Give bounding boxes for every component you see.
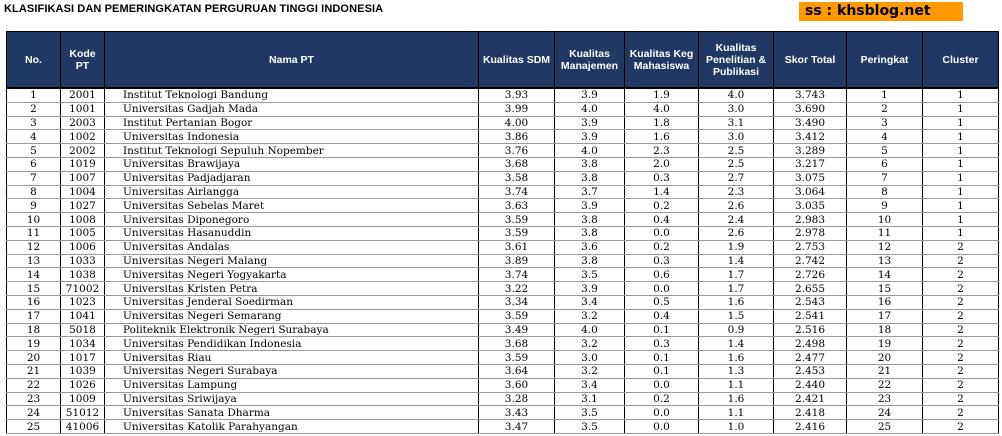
- cell-kualitas-sdm: 3.59: [479, 213, 555, 227]
- cell-kualitas-keg-mahasiswa: 0.2: [625, 199, 699, 213]
- cell-nama-pt: Institut Pertanian Bogor: [105, 116, 479, 130]
- cell-kualitas-sdm: 3.74: [479, 268, 555, 282]
- cell-kualitas-penelitian: 1.3: [699, 364, 774, 378]
- cell-kualitas-manajemen: 3.8: [555, 171, 625, 185]
- cell-kualitas-sdm: 3.59: [479, 309, 555, 323]
- cell-nama-pt: Universitas Katolik Parahyangan: [105, 420, 479, 434]
- cell-no: 9: [7, 199, 61, 213]
- column-header-skor-total: Skor Total: [774, 32, 847, 89]
- table-row: [7, 226, 999, 240]
- cell-cluster: 2: [923, 420, 999, 434]
- cell-kode-pt: 1017: [61, 351, 105, 365]
- cell-skor-total: 2.440: [774, 378, 847, 392]
- cell-kode-pt: 1006: [61, 240, 105, 254]
- cell-kode-pt: 2001: [61, 88, 105, 102]
- cell-kualitas-keg-mahasiswa: 0.3: [625, 254, 699, 268]
- cell-no: 3: [7, 116, 61, 130]
- cell-kualitas-keg-mahasiswa: 0.4: [625, 309, 699, 323]
- cell-cluster: 2: [923, 392, 999, 406]
- cell-skor-total: 2.416: [774, 420, 847, 434]
- cell-nama-pt: Politeknik Elektronik Negeri Surabaya: [105, 323, 479, 337]
- cell-skor-total: 3.217: [774, 157, 847, 171]
- cell-kualitas-keg-mahasiswa: 0.3: [625, 171, 699, 185]
- cell-kualitas-penelitian: 2.5: [699, 157, 774, 171]
- column-header-kualitas-manajemen: Kualitas Manajemen: [555, 32, 625, 89]
- table-row: [7, 268, 999, 282]
- cell-kualitas-sdm: 3.68: [479, 157, 555, 171]
- cell-kualitas-sdm: 3.28: [479, 392, 555, 406]
- cell-peringkat: 15: [847, 282, 923, 296]
- cell-kode-pt: 1039: [61, 364, 105, 378]
- cell-kualitas-penelitian: 2.5: [699, 144, 774, 158]
- cell-peringkat: 8: [847, 185, 923, 199]
- cell-kualitas-penelitian: 1.4: [699, 337, 774, 351]
- cell-nama-pt: Universitas Padjadjaran: [105, 171, 479, 185]
- table-row: [7, 116, 999, 130]
- column-header-nama-pt: Nama PT: [105, 32, 479, 89]
- cell-kualitas-manajemen: 3.4: [555, 295, 625, 309]
- cell-no: 4: [7, 130, 61, 144]
- table-row: [7, 392, 999, 406]
- cell-kualitas-penelitian: 1.7: [699, 268, 774, 282]
- cell-peringkat: 16: [847, 295, 923, 309]
- cell-kualitas-sdm: 3.74: [479, 185, 555, 199]
- source-watermark: ss : khsblog.net: [799, 2, 963, 21]
- column-header-kualitas-sdm: Kualitas SDM: [479, 32, 555, 89]
- cell-kualitas-manajemen: 3.9: [555, 116, 625, 130]
- cell-skor-total: 3.064: [774, 185, 847, 199]
- cell-kualitas-sdm: 3.89: [479, 254, 555, 268]
- cell-no: 25: [7, 420, 61, 434]
- cell-kode-pt: 51012: [61, 406, 105, 420]
- cell-no: 13: [7, 254, 61, 268]
- cell-cluster: 2: [923, 309, 999, 323]
- cell-no: 17: [7, 309, 61, 323]
- cell-kualitas-manajemen: 3.2: [555, 364, 625, 378]
- cell-kode-pt: 1041: [61, 309, 105, 323]
- cell-no: 5: [7, 144, 61, 158]
- cell-nama-pt: Institut Teknologi Bandung: [105, 88, 479, 102]
- cell-nama-pt: Universitas Negeri Semarang: [105, 309, 479, 323]
- cell-kualitas-manajemen: 3.2: [555, 337, 625, 351]
- cell-skor-total: 3.412: [774, 130, 847, 144]
- cell-peringkat: 5: [847, 144, 923, 158]
- cell-no: 20: [7, 351, 61, 365]
- cell-kode-pt: 1033: [61, 254, 105, 268]
- cell-kualitas-sdm: 3.93: [479, 88, 555, 102]
- ranking-table: [6, 31, 999, 434]
- cell-peringkat: 2: [847, 102, 923, 116]
- cell-nama-pt: Universitas Andalas: [105, 240, 479, 254]
- table-row: [7, 254, 999, 268]
- cell-kualitas-sdm: 3.59: [479, 351, 555, 365]
- cell-kualitas-sdm: 3.43: [479, 406, 555, 420]
- cell-kualitas-keg-mahasiswa: 2.3: [625, 144, 699, 158]
- cell-no: 22: [7, 378, 61, 392]
- cell-no: 1: [7, 88, 61, 102]
- cell-cluster: 1: [923, 116, 999, 130]
- cell-kualitas-penelitian: 4.0: [699, 88, 774, 102]
- cell-kualitas-manajemen: 3.9: [555, 282, 625, 296]
- cell-nama-pt: Universitas Brawijaya: [105, 157, 479, 171]
- cell-no: 2: [7, 102, 61, 116]
- cell-kualitas-penelitian: 1.1: [699, 406, 774, 420]
- cell-kualitas-sdm: 3.60: [479, 378, 555, 392]
- cell-cluster: 1: [923, 199, 999, 213]
- cell-kode-pt: 41006: [61, 420, 105, 434]
- cell-cluster: 2: [923, 337, 999, 351]
- cell-cluster: 1: [923, 157, 999, 171]
- cell-kualitas-keg-mahasiswa: 0.5: [625, 295, 699, 309]
- cell-kode-pt: 1023: [61, 295, 105, 309]
- cell-skor-total: 3.690: [774, 102, 847, 116]
- cell-kualitas-manajemen: 3.8: [555, 254, 625, 268]
- cell-kualitas-manajemen: 4.0: [555, 144, 625, 158]
- cell-kualitas-keg-mahasiswa: 1.8: [625, 116, 699, 130]
- cell-skor-total: 2.753: [774, 240, 847, 254]
- cell-kode-pt: 1027: [61, 199, 105, 213]
- cell-cluster: 2: [923, 323, 999, 337]
- cell-kualitas-keg-mahasiswa: 0.0: [625, 226, 699, 240]
- cell-no: 15: [7, 282, 61, 296]
- cell-kualitas-manajemen: 3.9: [555, 130, 625, 144]
- cell-skor-total: 2.477: [774, 351, 847, 365]
- table-body: [7, 88, 999, 433]
- cell-kualitas-sdm: 3.63: [479, 199, 555, 213]
- cell-nama-pt: Universitas Diponegoro: [105, 213, 479, 227]
- cell-cluster: 1: [923, 102, 999, 116]
- cell-kualitas-keg-mahasiswa: 0.0: [625, 282, 699, 296]
- table-row: [7, 171, 999, 185]
- cell-skor-total: 3.490: [774, 116, 847, 130]
- cell-no: 21: [7, 364, 61, 378]
- cell-peringkat: 19: [847, 337, 923, 351]
- cell-cluster: 1: [923, 185, 999, 199]
- cell-kualitas-penelitian: 2.7: [699, 171, 774, 185]
- cell-cluster: 1: [923, 88, 999, 102]
- cell-nama-pt: Universitas Sanata Dharma: [105, 406, 479, 420]
- cell-skor-total: 2.726: [774, 268, 847, 282]
- cell-skor-total: 3.075: [774, 171, 847, 185]
- cell-no: 12: [7, 240, 61, 254]
- cell-peringkat: 22: [847, 378, 923, 392]
- cell-peringkat: 20: [847, 351, 923, 365]
- cell-peringkat: 23: [847, 392, 923, 406]
- cell-skor-total: 2.983: [774, 213, 847, 227]
- column-header-kualitas-penelitian: Kualitas Penelitian & Publikasi: [699, 32, 774, 89]
- cell-peringkat: 18: [847, 323, 923, 337]
- cell-no: 6: [7, 157, 61, 171]
- column-header-kualitas-keg-mahasiswa: Kualitas Keg Mahasiswa: [625, 32, 699, 89]
- cell-skor-total: 2.541: [774, 309, 847, 323]
- cell-kualitas-keg-mahasiswa: 1.4: [625, 185, 699, 199]
- table-row: [7, 240, 999, 254]
- cell-kualitas-keg-mahasiswa: 4.0: [625, 102, 699, 116]
- cell-no: 19: [7, 337, 61, 351]
- cell-kualitas-manajemen: 3.9: [555, 88, 625, 102]
- cell-skor-total: 2.655: [774, 282, 847, 296]
- cell-kualitas-sdm: 3.99: [479, 102, 555, 116]
- cell-kualitas-penelitian: 2.6: [699, 199, 774, 213]
- cell-nama-pt: Universitas Sriwijaya: [105, 392, 479, 406]
- cell-skor-total: 2.543: [774, 295, 847, 309]
- cell-kualitas-penelitian: 1.1: [699, 378, 774, 392]
- cell-kualitas-keg-mahasiswa: 0.2: [625, 392, 699, 406]
- cell-kualitas-keg-mahasiswa: 0.0: [625, 420, 699, 434]
- cell-kualitas-penelitian: 1.0: [699, 420, 774, 434]
- cell-kode-pt: 1034: [61, 337, 105, 351]
- cell-kualitas-penelitian: 1.6: [699, 351, 774, 365]
- cell-kualitas-keg-mahasiswa: 0.1: [625, 323, 699, 337]
- cell-kualitas-manajemen: 3.8: [555, 226, 625, 240]
- cell-kualitas-sdm: 3.47: [479, 420, 555, 434]
- cell-kualitas-sdm: 4.00: [479, 116, 555, 130]
- cell-nama-pt: Universitas Negeri Yogyakarta: [105, 268, 479, 282]
- table-row: [7, 185, 999, 199]
- cell-kualitas-manajemen: 3.8: [555, 213, 625, 227]
- cell-kualitas-penelitian: 1.6: [699, 295, 774, 309]
- cell-peringkat: 4: [847, 130, 923, 144]
- table-row: [7, 282, 999, 296]
- cell-cluster: 1: [923, 213, 999, 227]
- cell-cluster: 1: [923, 226, 999, 240]
- cell-kode-pt: 1007: [61, 171, 105, 185]
- cell-kualitas-penelitian: 3.0: [699, 102, 774, 116]
- cell-kualitas-keg-mahasiswa: 0.1: [625, 364, 699, 378]
- table-row: [7, 309, 999, 323]
- cell-skor-total: 3.743: [774, 88, 847, 102]
- cell-kualitas-manajemen: 3.8: [555, 157, 625, 171]
- table-row: [7, 199, 999, 213]
- cell-kode-pt: 1004: [61, 185, 105, 199]
- cell-kode-pt: 2003: [61, 116, 105, 130]
- table-row: [7, 88, 999, 102]
- cell-skor-total: 2.418: [774, 406, 847, 420]
- cell-kualitas-sdm: 3.59: [479, 226, 555, 240]
- cell-peringkat: 1: [847, 88, 923, 102]
- cell-kualitas-sdm: 3.76: [479, 144, 555, 158]
- table-row: [7, 144, 999, 158]
- cell-kualitas-keg-mahasiswa: 0.0: [625, 406, 699, 420]
- cell-cluster: 2: [923, 378, 999, 392]
- cell-kualitas-penelitian: 1.5: [699, 309, 774, 323]
- cell-peringkat: 13: [847, 254, 923, 268]
- column-header-no: No.: [7, 32, 61, 89]
- cell-kualitas-penelitian: 2.3: [699, 185, 774, 199]
- cell-no: 24: [7, 406, 61, 420]
- cell-cluster: 2: [923, 351, 999, 365]
- cell-nama-pt: Universitas Sebelas Maret: [105, 199, 479, 213]
- cell-kualitas-penelitian: 3.1: [699, 116, 774, 130]
- table-header-row: [7, 32, 999, 89]
- cell-kualitas-sdm: 3.86: [479, 130, 555, 144]
- cell-peringkat: 12: [847, 240, 923, 254]
- cell-kode-pt: 1001: [61, 102, 105, 116]
- table-row: [7, 364, 999, 378]
- column-header-peringkat: Peringkat: [847, 32, 923, 89]
- cell-cluster: 2: [923, 295, 999, 309]
- cell-cluster: 2: [923, 240, 999, 254]
- cell-cluster: 2: [923, 254, 999, 268]
- cell-kualitas-keg-mahasiswa: 0.0: [625, 378, 699, 392]
- cell-skor-total: 2.453: [774, 364, 847, 378]
- cell-skor-total: 3.289: [774, 144, 847, 158]
- cell-peringkat: 25: [847, 420, 923, 434]
- cell-kualitas-sdm: 3.64: [479, 364, 555, 378]
- cell-kualitas-manajemen: 3.2: [555, 309, 625, 323]
- cell-kualitas-penelitian: 2.6: [699, 226, 774, 240]
- table-row: [7, 406, 999, 420]
- cell-kualitas-sdm: 3.61: [479, 240, 555, 254]
- cell-nama-pt: Universitas Indonesia: [105, 130, 479, 144]
- cell-kualitas-manajemen: 3.5: [555, 268, 625, 282]
- cell-kualitas-sdm: 3.58: [479, 171, 555, 185]
- cell-peringkat: 6: [847, 157, 923, 171]
- table-row: [7, 295, 999, 309]
- cell-kode-pt: 1008: [61, 213, 105, 227]
- cell-nama-pt: Universitas Hasanuddin: [105, 226, 479, 240]
- cell-kualitas-keg-mahasiswa: 1.9: [625, 88, 699, 102]
- cell-kualitas-keg-mahasiswa: 0.1: [625, 351, 699, 365]
- cell-nama-pt: Universitas Jenderal Soedirman: [105, 295, 479, 309]
- cell-kualitas-manajemen: 3.5: [555, 420, 625, 434]
- cell-skor-total: 3.035: [774, 199, 847, 213]
- cell-kualitas-penelitian: 1.9: [699, 240, 774, 254]
- cell-kode-pt: 1005: [61, 226, 105, 240]
- cell-peringkat: 17: [847, 309, 923, 323]
- cell-no: 18: [7, 323, 61, 337]
- table-row: [7, 378, 999, 392]
- column-header-cluster: Cluster: [923, 32, 999, 89]
- page-title: KLASIFIKASI DAN PEMERINGKATAN PERGURUAN TINGGI INDONESIA: [4, 3, 384, 15]
- cell-kualitas-sdm: 3.49: [479, 323, 555, 337]
- cell-kode-pt: 1002: [61, 130, 105, 144]
- cell-peringkat: 14: [847, 268, 923, 282]
- cell-nama-pt: Institut Teknologi Sepuluh Nopember: [105, 144, 479, 158]
- cell-cluster: 1: [923, 144, 999, 158]
- cell-nama-pt: Universitas Lampung: [105, 378, 479, 392]
- cell-peringkat: 7: [847, 171, 923, 185]
- cell-peringkat: 3: [847, 116, 923, 130]
- table-row: [7, 102, 999, 116]
- cell-kode-pt: 1038: [61, 268, 105, 282]
- cell-kualitas-penelitian: 1.4: [699, 254, 774, 268]
- cell-no: 11: [7, 226, 61, 240]
- cell-kualitas-penelitian: 2.4: [699, 213, 774, 227]
- cell-peringkat: 11: [847, 226, 923, 240]
- cell-kualitas-keg-mahasiswa: 0.4: [625, 213, 699, 227]
- cell-skor-total: 2.421: [774, 392, 847, 406]
- cell-kualitas-manajemen: 3.6: [555, 240, 625, 254]
- table-row: [7, 351, 999, 365]
- cell-skor-total: 2.978: [774, 226, 847, 240]
- cell-no: 16: [7, 295, 61, 309]
- cell-nama-pt: Universitas Pendidikan Indonesia: [105, 337, 479, 351]
- cell-kualitas-manajemen: 3.0: [555, 351, 625, 365]
- cell-nama-pt: Universitas Riau: [105, 351, 479, 365]
- cell-cluster: 2: [923, 282, 999, 296]
- cell-peringkat: 10: [847, 213, 923, 227]
- cell-kualitas-sdm: 3.22: [479, 282, 555, 296]
- cell-skor-total: 2.498: [774, 337, 847, 351]
- cell-cluster: 2: [923, 364, 999, 378]
- table-row: [7, 157, 999, 171]
- cell-kode-pt: 2002: [61, 144, 105, 158]
- cell-kualitas-manajemen: 3.5: [555, 406, 625, 420]
- cell-nama-pt: Universitas Kristen Petra: [105, 282, 479, 296]
- column-header-kode-pt: Kode PT: [61, 32, 105, 89]
- cell-cluster: 1: [923, 130, 999, 144]
- cell-kualitas-keg-mahasiswa: 0.3: [625, 337, 699, 351]
- cell-kualitas-penelitian: 3.0: [699, 130, 774, 144]
- cell-kualitas-manajemen: 4.0: [555, 102, 625, 116]
- cell-peringkat: 24: [847, 406, 923, 420]
- cell-cluster: 2: [923, 268, 999, 282]
- cell-kualitas-penelitian: 0.9: [699, 323, 774, 337]
- cell-kualitas-manajemen: 3.7: [555, 185, 625, 199]
- cell-nama-pt: Universitas Gadjah Mada: [105, 102, 479, 116]
- cell-kualitas-keg-mahasiswa: 2.0: [625, 157, 699, 171]
- cell-kode-pt: 5018: [61, 323, 105, 337]
- cell-kualitas-keg-mahasiswa: 1.6: [625, 130, 699, 144]
- table-row: [7, 420, 999, 434]
- cell-kualitas-manajemen: 3.4: [555, 378, 625, 392]
- cell-nama-pt: Universitas Negeri Surabaya: [105, 364, 479, 378]
- cell-no: 7: [7, 171, 61, 185]
- cell-no: 23: [7, 392, 61, 406]
- cell-cluster: 2: [923, 406, 999, 420]
- cell-kualitas-manajemen: 3.9: [555, 199, 625, 213]
- table-row: [7, 337, 999, 351]
- cell-kode-pt: 1009: [61, 392, 105, 406]
- cell-peringkat: 9: [847, 199, 923, 213]
- cell-kualitas-penelitian: 1.7: [699, 282, 774, 296]
- cell-kualitas-keg-mahasiswa: 0.2: [625, 240, 699, 254]
- table-row: [7, 213, 999, 227]
- cell-no: 10: [7, 213, 61, 227]
- table-row: [7, 323, 999, 337]
- cell-no: 14: [7, 268, 61, 282]
- cell-skor-total: 2.742: [774, 254, 847, 268]
- cell-nama-pt: Universitas Airlangga: [105, 185, 479, 199]
- cell-peringkat: 21: [847, 364, 923, 378]
- cell-kualitas-sdm: 3.68: [479, 337, 555, 351]
- cell-cluster: 1: [923, 171, 999, 185]
- cell-nama-pt: Universitas Negeri Malang: [105, 254, 479, 268]
- cell-kode-pt: 1019: [61, 157, 105, 171]
- table-row: [7, 130, 999, 144]
- cell-no: 8: [7, 185, 61, 199]
- cell-kualitas-sdm: 3.34: [479, 295, 555, 309]
- cell-kualitas-manajemen: 4.0: [555, 323, 625, 337]
- cell-skor-total: 2.516: [774, 323, 847, 337]
- cell-kualitas-penelitian: 1.6: [699, 392, 774, 406]
- cell-kualitas-keg-mahasiswa: 0.6: [625, 268, 699, 282]
- cell-kualitas-manajemen: 3.1: [555, 392, 625, 406]
- cell-kode-pt: 1026: [61, 378, 105, 392]
- cell-kode-pt: 71002: [61, 282, 105, 296]
